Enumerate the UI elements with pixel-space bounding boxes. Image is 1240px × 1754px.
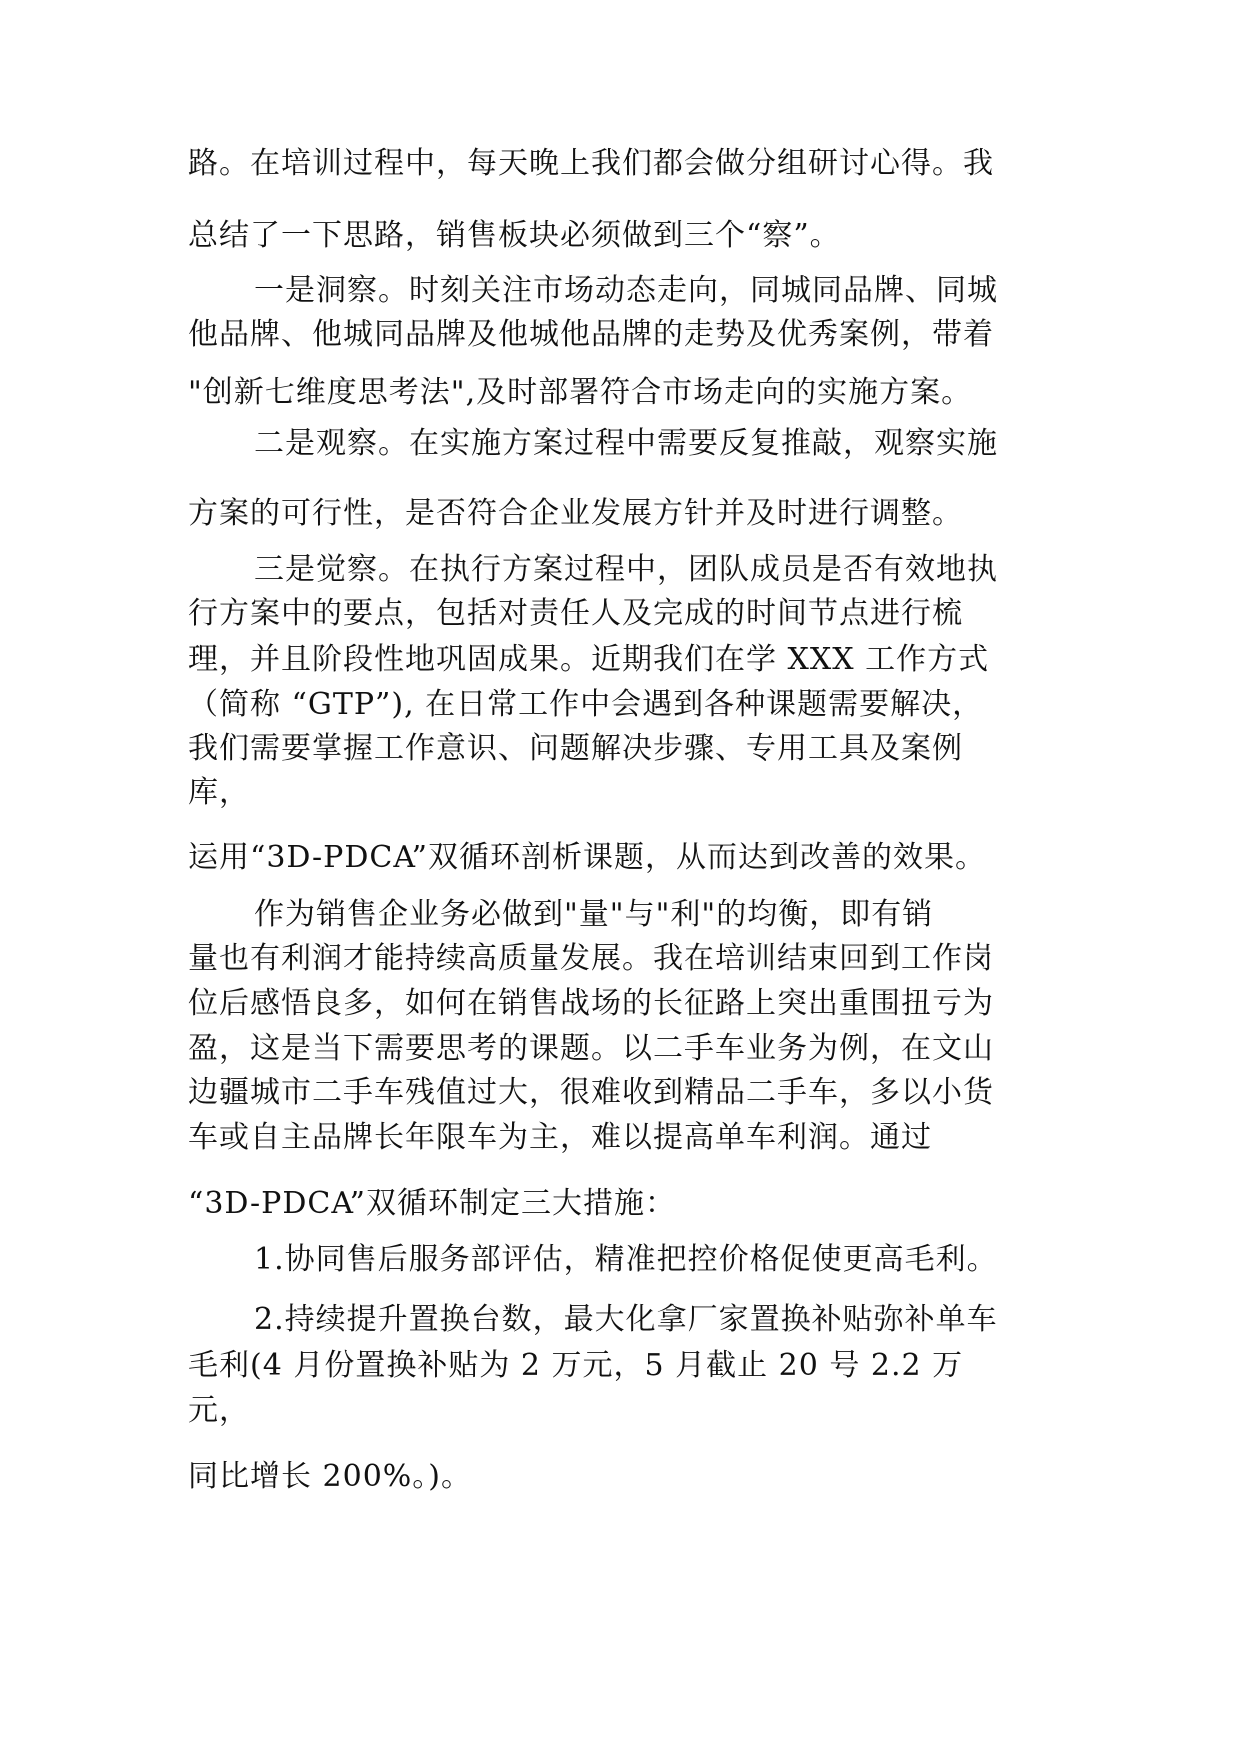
text-line: 车或自主品牌长年限车为主，难以提高单车利润。通过 xyxy=(188,1120,932,1155)
paragraph-first-line: 作为销售企业务必做到"量"与"利"的均衡，即有销 xyxy=(254,897,934,932)
text-line: 理，并且阶段性地巩固成果。近期我们在学 XXX 工作方式 xyxy=(188,642,990,677)
text-line: "创新七维度思考法",及时部署符合市场走向的实施方案。 xyxy=(188,375,973,410)
text-line: 我们需要掌握工作意识、问题解决步骤、专用工具及案例 xyxy=(188,731,963,766)
text-line: “3D-PDCA”双循环制定三大措施： xyxy=(188,1186,676,1221)
text-line: 元， xyxy=(188,1393,250,1428)
text-line: 边疆城市二手车残值过大，很难收到精品二手车，多以小货 xyxy=(188,1075,994,1110)
paragraph-first-line: 一是洞察。时刻关注市场动态走向，同城同品牌、同城 xyxy=(254,273,998,308)
list-item: 2.持续提升置换台数，最大化拿厂家置换补贴弥补单车 xyxy=(254,1302,998,1337)
text-line: 他品牌、他城同品牌及他城他品牌的走势及优秀案例，带着 xyxy=(188,317,994,352)
paragraph-first-line: 二是观察。在实施方案过程中需要反复推敲，观察实施 xyxy=(254,426,998,461)
text-line: 库， xyxy=(188,775,250,810)
text-line: 量也有利润才能持续高质量发展。我在培训结束回到工作岗 xyxy=(188,941,994,976)
text-line: （简称 “GTP”), 在日常工作中会遇到各种课题需要解决， xyxy=(188,687,984,722)
text-line: 位后感悟良多，如何在销售战场的长征路上突出重围扭亏为 xyxy=(188,986,994,1021)
text-line: 毛利(4 月份置换补贴为 2 万元，5 月截止 20 号 2.2 万 xyxy=(188,1348,964,1383)
text-line: 行方案中的要点，包括对责任人及完成的时间节点进行梳 xyxy=(188,596,963,631)
text-line: 路。在培训过程中，每天晚上我们都会做分组研讨心得。我 xyxy=(188,146,994,181)
list-item: 1.协同售后服务部评估，精准把控价格促使更高毛利。 xyxy=(254,1242,998,1277)
text-line: 方案的可行性，是否符合企业发展方针并及时进行调整。 xyxy=(188,496,963,531)
text-line: 总结了一下思路，销售板块必须做到三个“察”。 xyxy=(188,218,841,253)
text-line: 运用“3D-PDCA”双循环剖析课题，从而达到改善的效果。 xyxy=(188,840,986,875)
text-line: 盈，这是当下需要思考的课题。以二手车业务为例，在文山 xyxy=(188,1031,994,1066)
text-line: 同比增长 200%。)。 xyxy=(188,1459,473,1494)
paragraph-first-line: 三是觉察。在执行方案过程中，团队成员是否有效地执 xyxy=(254,552,998,587)
